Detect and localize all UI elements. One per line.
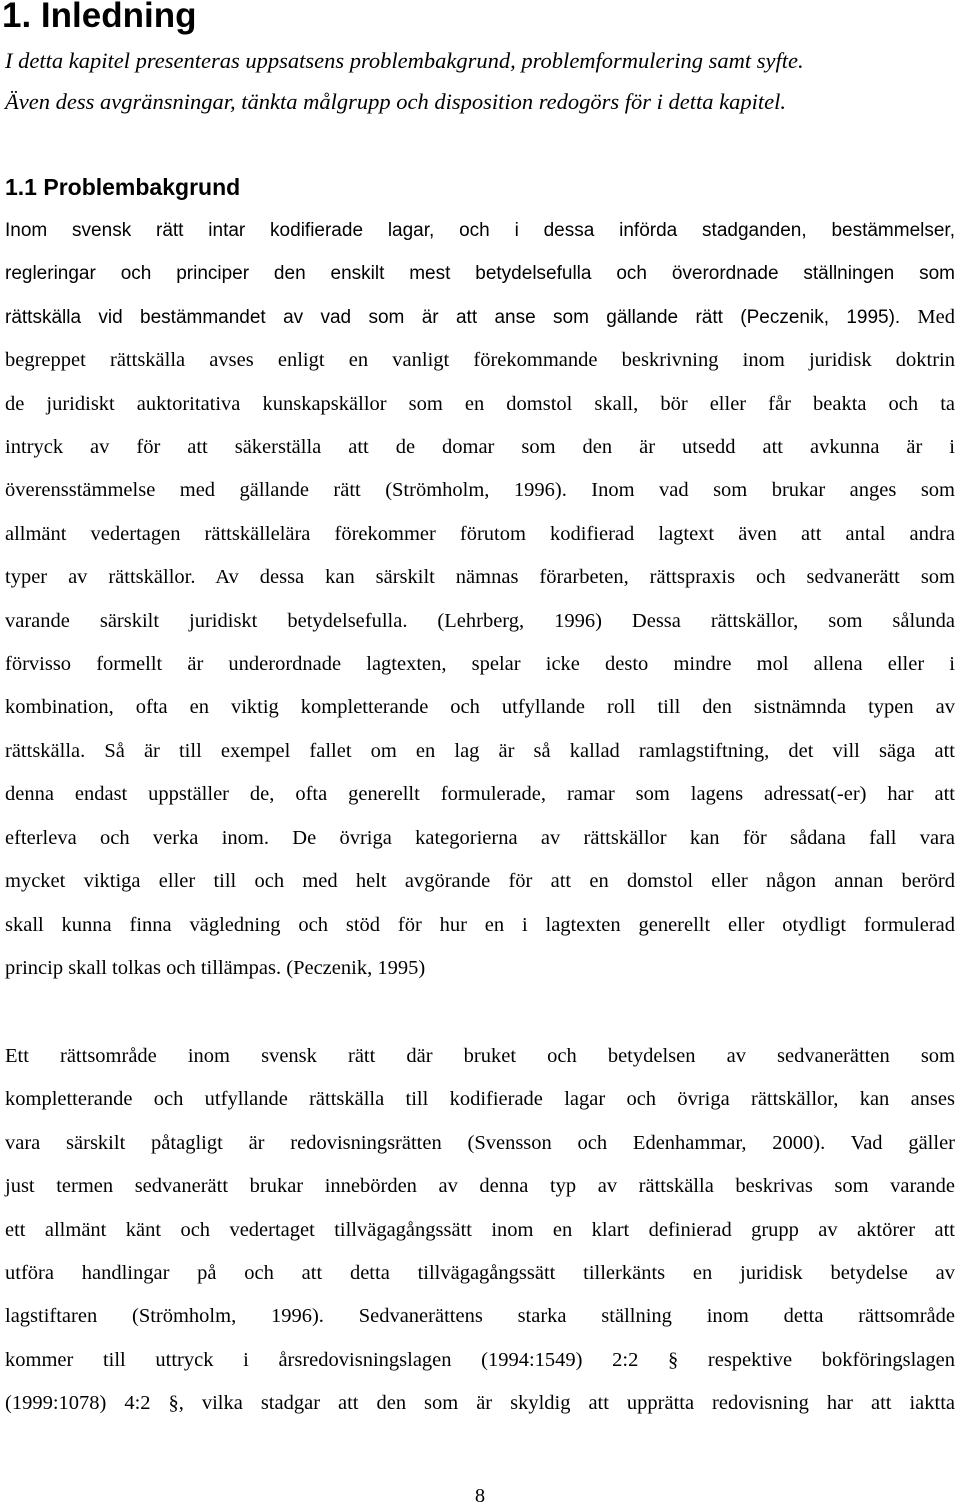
text-line: kommer till uttryck i årsredovisningslagen (1994:1549) 2:2 § respektive bokföringslagen [5,1348,955,1371]
text-line: denna endast uppställer de, ofta generellt formulerade, ramar som lagens adressat(-er) har att [5,783,955,806]
text-line: intryck av för att säkerställa att de domar som den är utsedd att avkunna är i [5,436,955,459]
text-line: rättskälla. Så är till exempel fallet om en lag är så kallad ramlagstiftning, det vill säga att [5,739,955,762]
text-line: Inom svensk rätt intar kodifierade lagar, och i dessa införda stadganden, bestämmelser, [5,220,955,241]
text-line: ett allmänt känt och vedertaget tillvägagångssätt inom en klart definierad grupp av aktörer att [5,1218,955,1241]
text-line: utföra handlingar på och att detta tillvägagångssätt tillerkänts en juridisk betydelse av [5,1262,955,1285]
text-line: Ett rättsområde inom svensk rätt där bruket och betydelsen av sedvanerätten som [5,1045,955,1067]
paragraph-problem-background [5,209,955,990]
text-line: varande särskilt juridiskt betydelsefulla. (Lehrberg, 1996) Dessa rättskällor, som sålunda [5,609,955,632]
intro-line: Även dess avgränsningar, tänkta målgrupp och disposition redogörs för i detta kapitel. [5,89,786,114]
text-line: vara särskilt påtagligt är redovisningsrätten (Svensson och Edenhammar, 2000). Vad gäller [5,1131,955,1154]
text-line: kombination, ofta en viktig kompletterande och utfyllande roll till den sistnämnda typen av [5,696,955,719]
chapter-intro [5,40,955,122]
page-number: 8 [474,1485,486,1507]
text-line [5,296,955,339]
text-line: mycket viktiga eller till och med helt avgörande för att en domstol eller någon annan berörd [5,870,955,893]
text-line: princip skall tolkas och tillämpas. (Peczenik, 1995) [5,956,426,979]
text-line: lagstiftaren (Strömholm, 1996). Sedvanerättens starka ställning inom detta rättsområde [5,1305,955,1328]
text-line: överensstämmelse med gällande rätt (Strömholm, 1996). Inom vad som brukar anges som [5,479,955,502]
text-line: just termen sedvanerätt brukar innebörden av denna typ av rättskälla beskrivas som varande [5,1175,955,1198]
text-line: (1999:1078) 4:2 §, vilka stadgar att den som är skyldig att upprätta redovisning har att iaktta [5,1392,955,1415]
text-line: kompletterande och utfyllande rättskälla till kodifierade lagar och övriga rättskällor, kan anses [5,1088,955,1111]
text-line: skall kunna finna vägledning och stöd för hur en i lagtexten generellt eller otydligt formulerad [5,913,955,936]
paragraph-accounting-law [5,1035,955,1426]
text-line: regleringar och principer den enskilt mest betydelsefulla och överordnade ställningen som [5,263,955,285]
chapter-title: 1. Inledning [2,0,197,35]
text-fragment: rättskälla vid bestämmandet av vad som är att anse som gällande rätt (Peczenik, 1995). [5,306,901,328]
text-line: allmänt vedertagen rättskällelära förekommer förutom kodifierad lagtext även att antal andra [5,522,955,545]
intro-line: I detta kapitel presenteras uppsatsens problembakgrund, problemformulering samt syfte. [5,48,804,73]
section-title: 1.1 Problembakgrund [5,174,241,200]
text-line: de juridiskt auktoritativa kunskapskällor som en domstol skall, bör eller får beakta och ta [5,392,955,415]
text-line: efterleva och verka inom. De övriga kategorierna av rättskällor kan för sådana fall vara [5,826,955,849]
text-line: begreppet rättskälla avses enligt en vanligt förekommande beskrivning inom juridisk doktrin [5,349,955,372]
text-line: typer av rättskällor. Av dessa kan särskilt nämnas förarbeten, rättspraxis och sedvanerätt som [5,566,955,589]
text-line: förvisso formellt är underordnade lagtexten, spelar icke desto mindre mol allena eller i [5,653,955,676]
text-fragment: Med [900,305,955,328]
